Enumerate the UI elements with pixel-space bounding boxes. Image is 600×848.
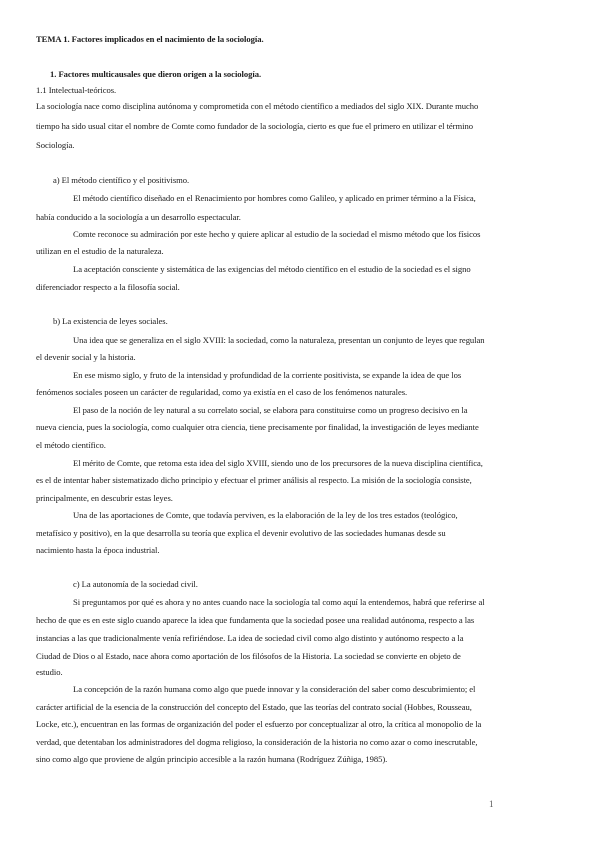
paragraph-line: instancias a las que tradicionalmente venía refiriéndose. La idea de sociedad civil como algo distinto y autónomo respecto a la — [36, 633, 464, 643]
paragraph-line: carácter artificial de la esencia de la construcción del concepto del Estado, que las teorías del contrato social (Hobbes, Rousseau, — [36, 702, 472, 712]
item-heading-b: b) La existencia de leyes sociales. — [53, 316, 168, 326]
paragraph-line: La aceptación consciente y sistemática de las exigencias del método científico en el estudio de la sociedad es el signo — [73, 264, 471, 274]
paragraph-line: sino como algo que proviene de algún principio accesible a la razón humana (Rodríguez Zúñiga, 1985). — [36, 754, 388, 764]
paragraph-line: nacimiento hasta la época industrial. — [36, 545, 160, 555]
paragraph-line: principalmente, en descubrir estas leyes. — [36, 493, 173, 503]
paragraph-line: Sociología. — [36, 140, 75, 150]
paragraph-line: había conducido a la sociología a un desarrollo espectacular. — [36, 212, 241, 222]
paragraph-line: El paso de la noción de ley natural a su correlato social, se elabora para constituirse como un progreso decisivo en la — [73, 405, 468, 415]
paragraph-line: tiempo ha sido usual citar el nombre de Comte como fundador de la sociología, cierto es que fue el primero en utilizar el término — [36, 121, 473, 131]
section-heading: 1. Factores multicausales que dieron origen a la sociología. — [50, 69, 262, 79]
paragraph-line: es el de intentar haber sistematizado dicho principio y efectuar el primer análisis al respecto. La misión de la sociología consiste, — [36, 475, 472, 485]
paragraph-line: En ese mismo siglo, y fruto de la intensidad y profundidad de la corriente positivista, se expande la idea de que los — [73, 370, 462, 380]
paragraph-line: Una de las aportaciones de Comte, que todavía perviven, es la elaboración de la ley de los tres estados (teológico, — [73, 510, 458, 520]
paragraph-line: La sociología nace como disciplina autónoma y comprometida con el método científico a mediados del siglo XIX. Durante mucho — [36, 101, 479, 111]
paragraph-line: Ciudad de Dios o al Estado, nace ahora como aportación de los filósofos de la Historia. La sociedad se convierte en objeto de — [36, 651, 461, 661]
paragraph-line: el devenir social y la historia. — [36, 352, 136, 362]
document-title: TEMA 1. Factores implicados en el nacimiento de la sociología. — [36, 34, 264, 44]
paragraph-line: fenómenos sociales poseen un carácter de regularidad, como ya existía en el caso de los fenómenos naturales. — [36, 387, 408, 397]
paragraph-line: estudio. — [36, 667, 63, 677]
paragraph-line: verdad, que detentaban los administradores del dogma religioso, la consideración de la historia no como azar o como inescrutable, — [36, 737, 478, 747]
paragraph-line: nueva ciencia, pues la sociología, como cualquier otra ciencia, tiene precisamente por finalidad, la investigación de leyes mediante — [36, 422, 479, 432]
subsection-heading: 1.1 Intelectual-teóricos. — [36, 85, 117, 95]
paragraph-line: metafísico y positivo), en la que desarrolla su teoría que explica el devenir evolutivo de las sociedades humanas desde su — [36, 528, 446, 538]
paragraph-line: utilizan en el estudio de la naturaleza. — [36, 246, 164, 256]
item-heading-a: a) El método científico y el positivismo. — [53, 175, 190, 185]
item-heading-c: c) La autonomía de la sociedad civil. — [73, 579, 198, 589]
paragraph-line: Locke, etc.), encuentran en las formas de organización del poder el esfuerzo por conceptualizar al otro, la crítica al monopolio de la — [36, 719, 482, 729]
paragraph-line: Una idea que se generaliza en el siglo XVIII: la sociedad, como la naturaleza, presentan un conjunto de leyes que regulan — [73, 335, 485, 345]
paragraph-line: El mérito de Comte, que retoma esta idea del siglo XVIII, siendo uno de los precursores de la nueva disciplina científica, — [73, 458, 483, 468]
paragraph-line: Si preguntamos por qué es ahora y no antes cuando nace la sociología tal como aquí la entendemos, habrá que referirse al — [73, 597, 485, 607]
paragraph-line: diferenciador respecto a la filosofía social. — [36, 282, 180, 292]
paragraph-line: hecho de que es en este siglo cuando aparece la idea que fundamenta que la sociedad posee una realidad autónoma, respecto a las — [36, 615, 475, 625]
paragraph-line: La concepción de la razón humana como algo que puede innovar y la consideración del saber como descubrimiento; el — [73, 684, 476, 694]
paragraph-line: El método científico diseñado en el Renacimiento por hombres como Galileo, y aplicado en primer término a la Física, — [73, 193, 476, 203]
page-number: 1 — [489, 799, 494, 809]
paragraph-line: Comte reconoce su admiración por este hecho y quiere aplicar al estudio de la sociedad el mismo método que los físicos — [73, 229, 481, 239]
paragraph-line: el método científico. — [36, 440, 106, 450]
